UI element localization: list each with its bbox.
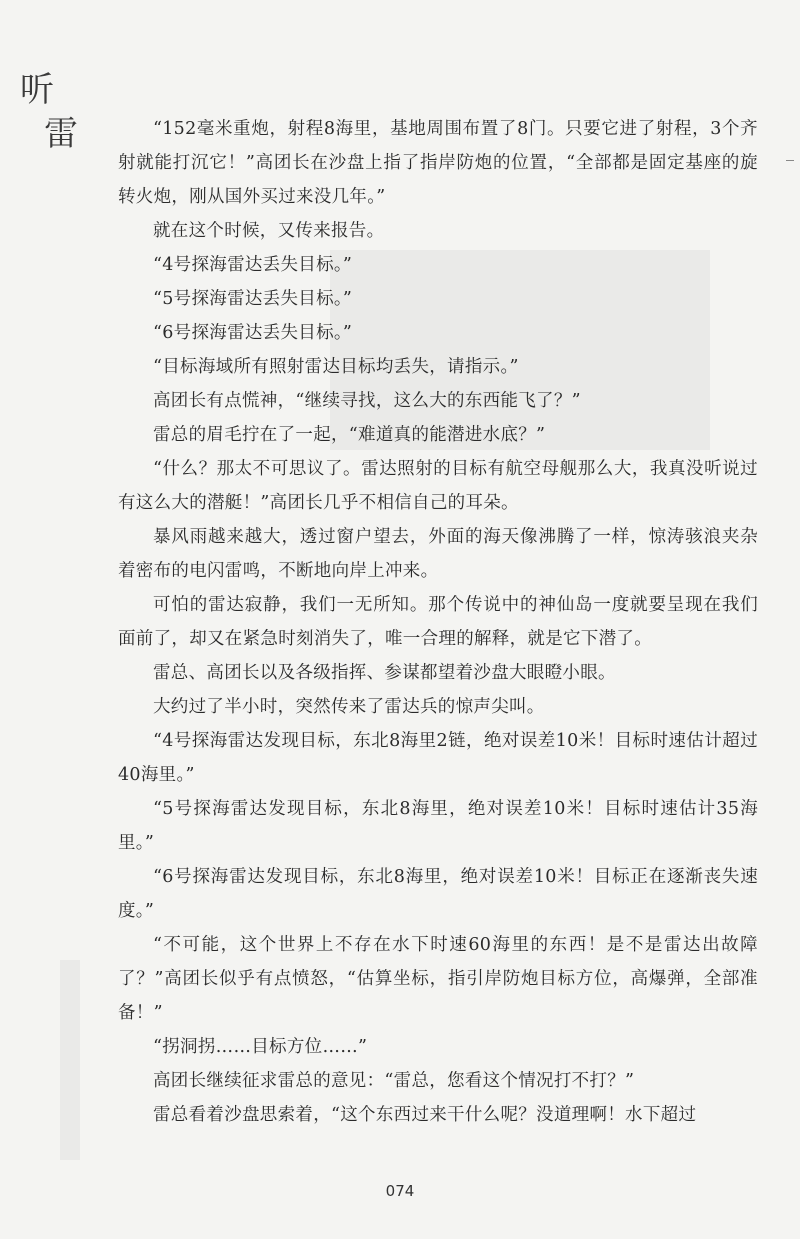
paragraph: 雷总、高团长以及各级指挥、参谋都望着沙盘大眼瞪小眼。 xyxy=(153,663,616,683)
paragraph: “6号探海雷达发现目标，东北8海里，绝对误差10米！目标正在逐渐丧失速度。” xyxy=(118,867,758,921)
paragraph: 大约过了半小时，突然传来了雷达兵的惊声尖叫。 xyxy=(153,697,545,717)
running-title-char-2: 雷 xyxy=(44,114,78,154)
paragraph: “6号探海雷达丢失目标。” xyxy=(153,323,353,343)
paragraph: “拐洞拐……目标方位……” xyxy=(153,1037,368,1057)
paragraph: 暴风雨越来越大，透过窗户望去，外面的海天像沸腾了一样，惊涛骇浪夹杂着密布的电闪雷鸣，不断地向岸上冲来。 xyxy=(118,527,758,581)
paragraph: “152毫米重炮，射程8海里，基地周围布置了8门。只要它进了射程，3个齐射就能打沉它！”高团长在沙盘上指了指岸防炮的位置，“全部都是固定基座的旋转火炮，刚从国外买过来没几年。” xyxy=(118,119,758,207)
paragraph: “4号探海雷达丢失目标。” xyxy=(153,255,353,275)
paragraph: 雷总看着沙盘思索着，“这个东西过来干什么呢？没道理啊！水下超过 xyxy=(153,1105,697,1125)
paragraph: 就在这个时候，又传来报告。 xyxy=(153,221,385,241)
paragraph: “不可能，这个世界上不存在水下时速60海里的东西！是不是雷达出故障了？”高团长似乎有点愤怒，“估算坐标，指引岸防炮目标方位，高爆弹，全部准备！” xyxy=(118,935,758,1023)
paragraph: 雷总的眉毛拧在了一起，“难道真的能潜进水底？” xyxy=(153,425,546,445)
body-text xyxy=(118,112,758,1132)
edge-mark xyxy=(786,160,794,161)
running-title-char-1: 听 xyxy=(20,70,54,110)
paragraph: 可怕的雷达寂静，我们一无所知。那个传说中的神仙岛一度就要呈现在我们面前了，却又在紧急时刻消失了，唯一合理的解释，就是它下潜了。 xyxy=(118,595,758,649)
paragraph: “什么？那太不可思议了。雷达照射的目标有航空母舰那么大，我真没听说过有这么大的潜艇！”高团长几乎不相信自己的耳朵。 xyxy=(118,459,758,513)
running-title xyxy=(20,68,80,156)
paragraph: “4号探海雷达发现目标，东北8海里2链，绝对误差10米！目标时速估计超过40海里。” xyxy=(118,731,758,785)
margin-shadow xyxy=(60,960,80,1160)
paragraph: 高团长继续征求雷总的意见：“雷总，您看这个情况打不打？” xyxy=(153,1071,635,1091)
page-number: 074 xyxy=(385,1182,415,1200)
paragraph: “5号探海雷达丢失目标。” xyxy=(153,289,353,309)
paragraph: 高团长有点慌神，“继续寻找，这么大的东西能飞了？” xyxy=(153,391,581,411)
paragraph: “5号探海雷达发现目标，东北8海里，绝对误差10米！目标时速估计35海里。” xyxy=(118,799,758,853)
paragraph: “目标海域所有照射雷达目标均丢失，请指示。” xyxy=(153,357,519,377)
